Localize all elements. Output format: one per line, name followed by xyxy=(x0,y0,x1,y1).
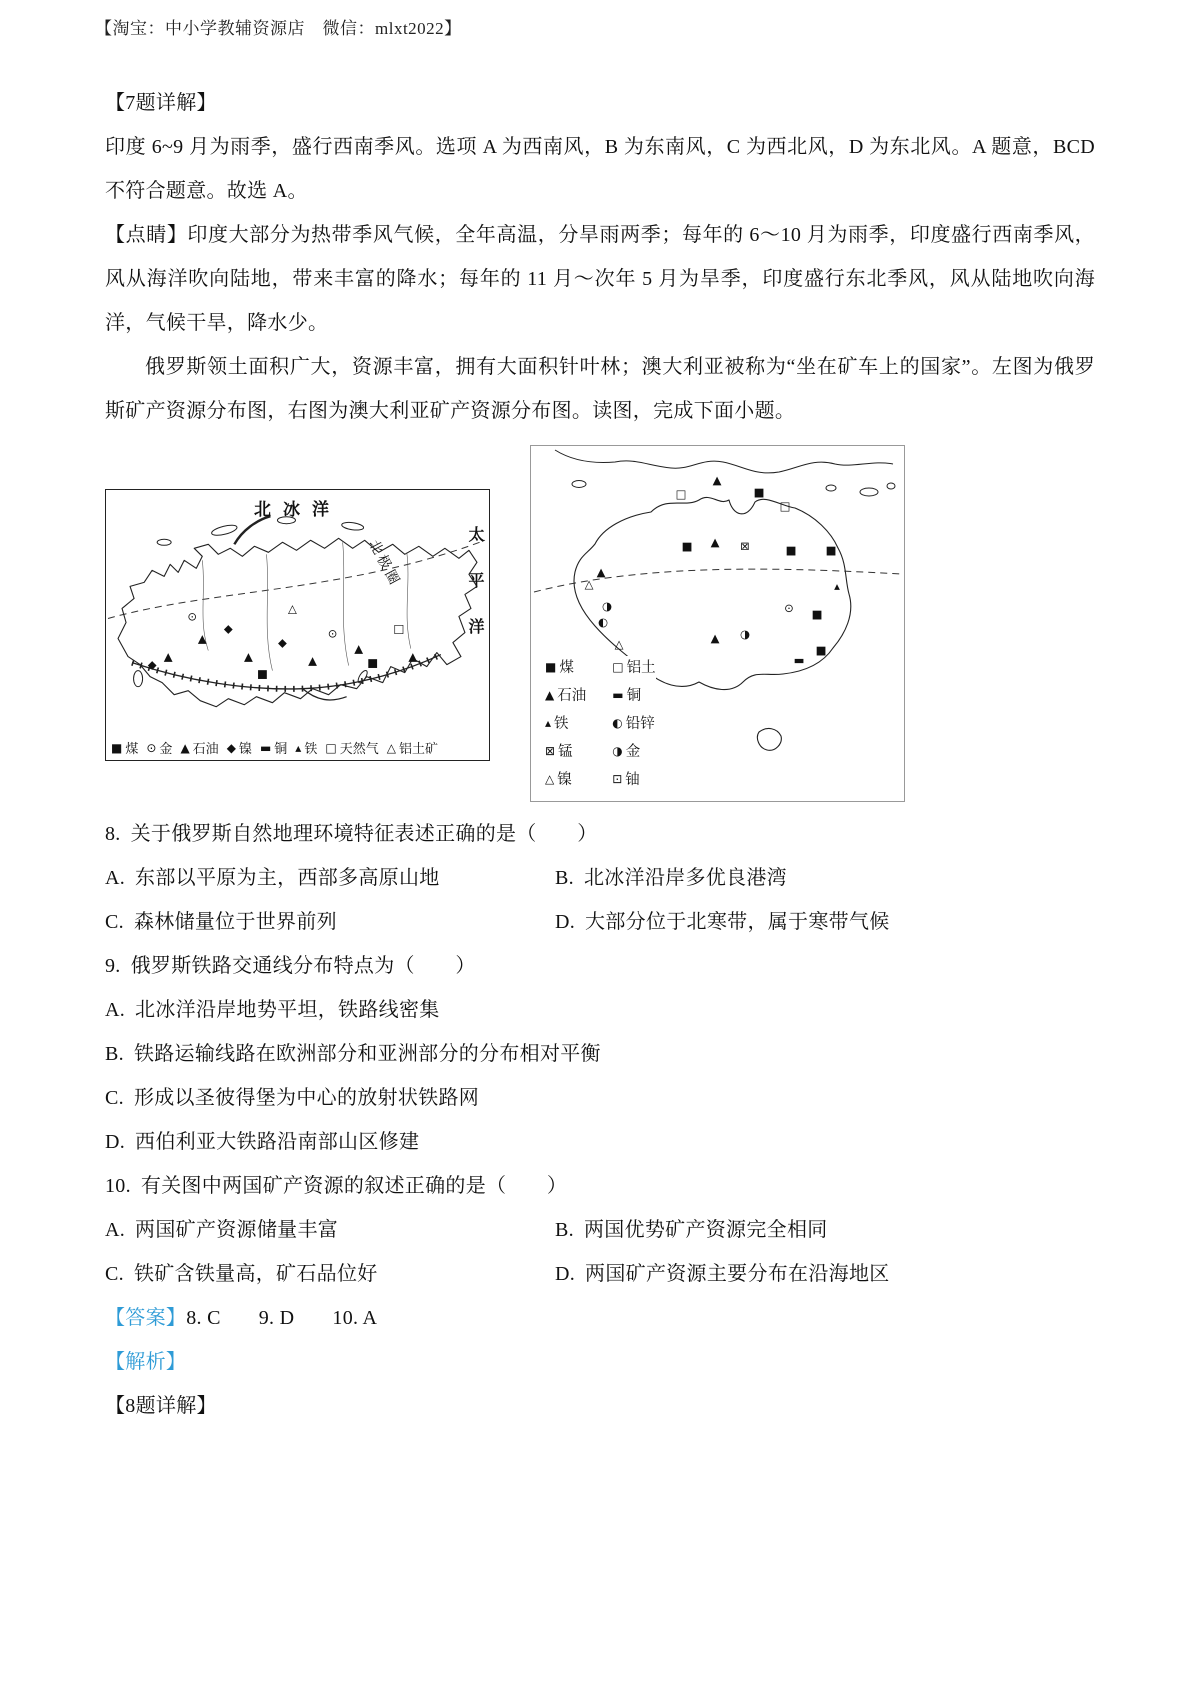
legend-item xyxy=(111,738,138,757)
legend-item xyxy=(612,740,655,761)
legend-label: 金 xyxy=(159,741,173,756)
legend-label: 石油 xyxy=(557,688,587,704)
mineral-symbol: ▲ xyxy=(596,565,606,579)
new-guinea-coast xyxy=(555,450,895,496)
tasmania-coastline xyxy=(757,729,781,751)
question-8-option-c xyxy=(105,900,555,944)
mineral-symbol: ◆ xyxy=(278,635,287,650)
legend-item xyxy=(545,740,586,761)
legend-symbol: △ xyxy=(545,771,555,786)
option-text: 两国优势矿产资源完全相同 xyxy=(583,1219,828,1241)
question-10-option-d xyxy=(555,1252,1095,1296)
question-number: 10. xyxy=(105,1175,131,1197)
mineral-symbol: ■ xyxy=(256,666,268,681)
legend-item xyxy=(612,684,655,705)
railway-line xyxy=(132,655,441,689)
legend-symbol: □ xyxy=(325,740,337,755)
question-9 xyxy=(105,944,1095,1164)
lakes xyxy=(134,666,369,687)
answer-label: 【答案】 xyxy=(105,1307,187,1329)
mineral-symbol: ◐ xyxy=(597,615,609,629)
legend-item xyxy=(325,738,378,757)
question-10-options-row-1 xyxy=(105,1208,1095,1252)
mineral-symbol: ■ xyxy=(785,543,797,557)
mineral-symbol: △ xyxy=(584,577,594,591)
legend-label: 铝土矿 xyxy=(398,741,438,756)
q7-analysis-paragraph: 印度 6~9 月为雨季，盛行西南季风。选项 A 为西南风，B 为东南风，C 为西北风，D 为东北风。A 题意，BCD 不符合题意。故选 A。 xyxy=(105,136,1095,202)
arctic-ocean-label: 北冰洋 xyxy=(254,500,341,519)
option-text: 形成以圣彼得堡为中心的放射状铁路网 xyxy=(133,1087,480,1109)
mineral-symbol: ▲ xyxy=(308,653,317,668)
legend-item xyxy=(180,738,218,757)
q7-detail-heading: 【7题详解】 xyxy=(105,92,217,114)
question-10-options-row-2 xyxy=(105,1252,1095,1296)
option-text: 铁路运输线路在欧洲部分和亚洲部分的分布相对平衡 xyxy=(133,1043,601,1065)
option-label: D. xyxy=(555,1263,576,1285)
legend-symbol: ▴ xyxy=(295,740,302,755)
mineral-symbol: ▲ xyxy=(712,473,722,487)
legend-symbol: ⊠ xyxy=(545,743,556,758)
legend-symbol: ◆ xyxy=(226,740,236,755)
question-9-option-d xyxy=(105,1120,1095,1164)
legend-item xyxy=(387,738,438,757)
legend-item xyxy=(146,738,172,757)
answer-item-10: 10. A xyxy=(332,1307,378,1329)
question-number: 8. xyxy=(105,823,121,845)
option-label: A. xyxy=(105,867,126,889)
legend-label: 铝土 xyxy=(626,660,656,676)
mineral-symbol: ■ xyxy=(815,643,827,657)
legend-symbol: ⊙ xyxy=(146,740,157,755)
question-9-option-c xyxy=(105,1076,1095,1120)
mineral-symbol: △ xyxy=(288,601,297,616)
question-8-options-row-1 xyxy=(105,856,1095,900)
mineral-symbol: ⊙ xyxy=(187,609,198,624)
question-10-option-b xyxy=(555,1208,1095,1252)
question-8-option-a xyxy=(105,856,555,900)
mineral-symbol: □ xyxy=(779,499,791,513)
question-8-option-b xyxy=(555,856,1095,900)
mineral-symbol: ▲ xyxy=(163,649,173,664)
mineral-symbol: ▲ xyxy=(710,535,720,549)
russia-mineral-map xyxy=(105,489,490,761)
australia-mineral-map xyxy=(530,445,905,802)
question-10 xyxy=(105,1164,1095,1296)
legend-symbol: ▲ xyxy=(545,687,555,702)
mineral-symbol: ◑ xyxy=(739,627,751,641)
mineral-symbol: ■ xyxy=(367,655,379,670)
mineral-symbol: ■ xyxy=(753,485,765,499)
railway-branch xyxy=(303,689,347,700)
legend-label: 天然气 xyxy=(339,741,379,756)
arctic-circle-label: 北极圈 xyxy=(365,537,403,590)
question-text: 俄罗斯铁路交通线分布特点为（ ） xyxy=(130,955,476,977)
mineral-symbol: ▲ xyxy=(354,641,364,656)
legend-label: 石油 xyxy=(192,741,219,756)
option-label: C. xyxy=(105,1087,124,1109)
mineral-symbol: ▴ xyxy=(834,579,840,593)
legend-item xyxy=(612,768,655,789)
question-8-options-row-2 xyxy=(105,900,1095,944)
maps-row xyxy=(105,445,1095,802)
legend-symbol: ▲ xyxy=(180,740,190,755)
question-10-option-c xyxy=(105,1252,555,1296)
legend-symbol: ▬ xyxy=(612,687,624,702)
reading-intro-paragraph: 俄罗斯领土面积广大，资源丰富，拥有大面积针叶林；澳大利亚被称为“坐在矿车上的国家”。左图为俄罗斯矿产资源分布图，右图为澳大利亚矿产资源分布图。读图，完成下面小题。 xyxy=(105,356,1095,422)
mineral-symbol: ◆ xyxy=(223,621,233,636)
mineral-symbol: ■ xyxy=(825,543,837,557)
legend-item xyxy=(545,768,586,789)
question-8-option-d xyxy=(555,900,1095,944)
answer-item-9: 9. D xyxy=(258,1307,295,1329)
russia-map-legend xyxy=(111,738,438,757)
legend-symbol: ▬ xyxy=(259,740,272,755)
mineral-symbol: ◑ xyxy=(601,599,613,613)
legend-symbol: ▴ xyxy=(545,715,552,730)
option-label: B. xyxy=(555,1219,574,1241)
mineral-symbol: ◆ xyxy=(147,657,157,672)
railway-hatch xyxy=(132,655,441,689)
russia-map-art xyxy=(106,490,489,760)
option-text: 森林储量位于世界前列 xyxy=(133,911,337,933)
mineral-symbol: ▲ xyxy=(197,631,207,646)
analysis-label: 【解析】 xyxy=(105,1351,187,1373)
document-content xyxy=(105,81,1095,1428)
legend-label: 锰 xyxy=(558,744,573,760)
legend-label: 铁 xyxy=(304,741,318,756)
question-10-option-a xyxy=(105,1208,555,1252)
option-label: C. xyxy=(105,1263,124,1285)
mineral-symbols xyxy=(148,601,418,680)
mineral-symbol: ▬ xyxy=(793,653,805,667)
legend-label: 铀 xyxy=(625,772,640,788)
option-text: 两国矿产资源储量丰富 xyxy=(135,1219,339,1241)
option-text: 西伯利亚大铁路沿南部山区修建 xyxy=(135,1131,420,1153)
option-text: 铁矿含铁量高，矿石品位好 xyxy=(133,1263,378,1285)
shop-watermark-header: 【淘宝：中小学教辅资源店 微信：mlxt2022】 xyxy=(95,19,462,38)
legend-label: 铅锌 xyxy=(625,716,655,732)
question-8-stem xyxy=(105,812,1095,856)
option-text: 两国矿产资源主要分布在沿海地区 xyxy=(585,1263,890,1285)
question-text: 有关图中两国矿产资源的叙述正确的是（ ） xyxy=(140,1175,568,1197)
legend-symbol: □ xyxy=(612,659,624,674)
answer-item-8: 8. C xyxy=(186,1307,221,1329)
option-label: D. xyxy=(555,911,576,933)
option-text: 东部以平原为主，西部多高原山地 xyxy=(135,867,440,889)
option-text: 北冰洋沿岸地势平坦，铁路线密集 xyxy=(135,999,440,1021)
option-text: 大部分位于北寒带，属于寒带气候 xyxy=(585,911,890,933)
option-label: B. xyxy=(555,867,574,889)
option-label: C. xyxy=(105,911,124,933)
legend-item xyxy=(545,712,586,733)
question-8 xyxy=(105,812,1095,944)
mineral-symbol: ■ xyxy=(811,607,823,621)
legend-symbol: ⊡ xyxy=(612,771,623,786)
question-number: 9. xyxy=(105,955,121,977)
russia-coastline xyxy=(118,538,477,706)
question-text: 关于俄罗斯自然地理环境特征表述正确的是（ ） xyxy=(130,823,598,845)
mineral-symbol: □ xyxy=(675,487,687,501)
legend-item xyxy=(227,738,252,757)
legend-label: 金 xyxy=(625,744,641,760)
legend-item xyxy=(612,656,655,677)
answer-line xyxy=(105,1296,1095,1340)
legend-label: 镍 xyxy=(238,741,252,756)
pacific-ocean-label: 太平洋 xyxy=(466,526,483,664)
mineral-symbol: △ xyxy=(614,637,624,651)
legend-label: 铁 xyxy=(554,716,569,732)
mineral-symbol: ⊙ xyxy=(327,626,338,641)
legend-item xyxy=(260,738,287,757)
legend-symbol: ■ xyxy=(111,740,123,755)
legend-symbol: ■ xyxy=(545,659,557,674)
mineral-symbol: ▲ xyxy=(408,649,418,664)
mineral-symbol: ⊙ xyxy=(784,601,794,615)
option-label: A. xyxy=(105,999,126,1021)
option-text: 北冰洋沿岸多优良港湾 xyxy=(583,867,787,889)
option-label: B. xyxy=(105,1043,124,1065)
mineral-symbol: ■ xyxy=(681,539,693,553)
mineral-symbol: ▲ xyxy=(243,649,253,664)
option-label: D. xyxy=(105,1131,126,1153)
legend-item xyxy=(545,684,586,705)
legend-item xyxy=(295,738,317,757)
mineral-symbol: ⊠ xyxy=(740,539,750,553)
question-10-stem xyxy=(105,1164,1095,1208)
option-label: A. xyxy=(105,1219,126,1241)
australia-map-legend xyxy=(545,656,656,789)
legend-label: 煤 xyxy=(559,660,574,676)
arctic-islands xyxy=(157,516,364,545)
legend-symbol: ◐ xyxy=(612,715,623,730)
question-9-option-a xyxy=(105,988,1095,1032)
q7-tip-paragraph: 【点睛】印度大部分为热带季风气候，全年高温，分旱雨两季；每年的 6～10 月为雨季，印度盛行西南季风，风从海洋吹向陆地，带来丰富的降水；每年的 11 月～次年 5 月为旱季，印度盛行东北季风，风从陆地吹向海洋，气候干旱，降水少。 xyxy=(105,224,1095,334)
q8-detail-heading: 【8题详解】 xyxy=(105,1395,217,1417)
legend-item xyxy=(545,656,586,677)
legend-symbol: △ xyxy=(386,740,396,755)
legend-label: 煤 xyxy=(125,741,139,756)
legend-label: 铜 xyxy=(626,688,642,704)
mineral-symbol: ▲ xyxy=(710,631,720,645)
question-9-option-b xyxy=(105,1032,1095,1076)
legend-label: 铜 xyxy=(274,741,288,756)
legend-label: 镍 xyxy=(557,772,572,788)
question-9-stem xyxy=(105,944,1095,988)
mineral-symbol: □ xyxy=(393,621,405,636)
legend-item xyxy=(612,712,655,733)
legend-symbol: ◑ xyxy=(612,743,623,758)
